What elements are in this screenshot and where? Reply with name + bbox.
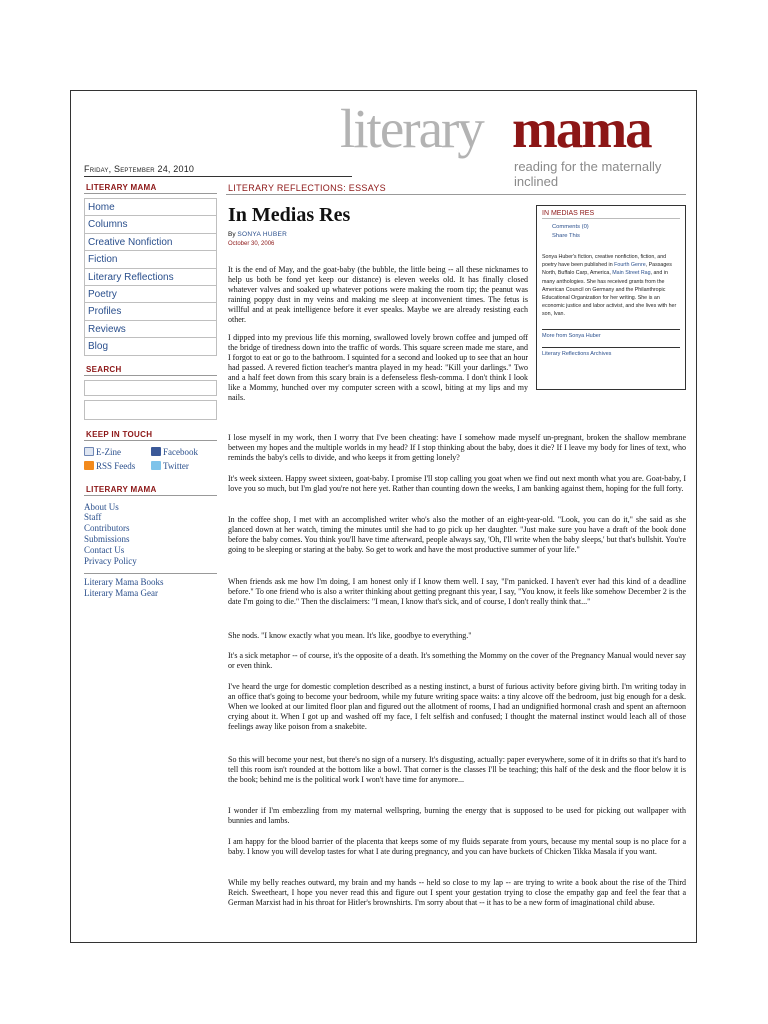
nav-item-fiction[interactable]: Fiction — [85, 250, 216, 267]
info-box-actions — [552, 223, 680, 241]
twitter-icon — [151, 461, 161, 470]
header-divider — [84, 176, 352, 177]
info-box-title: IN MEDIAS RES — [542, 210, 680, 219]
paragraph-13: While my belly reaches outward, my brain and my hands -- held so close to my lap -- are trying to write a book about the rise of the Third Reich. Sweetheart, I hope you never read this and figure out I spent your gestation trying to close the empathy gap and feel the fear that a German Marxist had in his throat for Hitler's brownshirts. I'm sorry about that -- it has to be a new form of imaginational child abuse. — [228, 878, 686, 907]
social-links — [84, 447, 217, 471]
logo-tagline: reading for the maternally inclined — [514, 159, 662, 189]
nav-item-home[interactable]: Home — [85, 198, 216, 215]
paragraph-10: So this will become your nest, but there's no sign of a nursery. It's disgusting, actually: paper everywhere, some of it in drifts so that it's hard to tell this room isn't rounded at the bottom like a bowl. That corner is the classes I'll be teaching; this half of the desk and the floor below it is the book; behind me is the political work I won't have time for anymore... — [228, 755, 686, 784]
search-input[interactable] — [84, 380, 217, 396]
logo-literary-text: literary — [340, 98, 483, 159]
article — [226, 183, 686, 907]
nav-item-literary-reflections[interactable]: Literary Reflections — [85, 268, 216, 285]
store-links — [84, 573, 217, 599]
paragraph-8: It's a sick metaphor -- of course, it's the opposite of a death. It's something the Mommy on the cover of the Pregnancy Manual would never say or even think. — [228, 651, 686, 670]
link-contact-us[interactable]: Contact Us — [84, 544, 125, 555]
nav-item-reviews[interactable]: Reviews — [85, 320, 216, 337]
search-submit-area[interactable] — [84, 400, 217, 420]
current-date: Friday, September 24, 2010 — [84, 164, 195, 174]
bio-text-3: , and in many anthologies. She has received grants from the American Council on Germany and the Philanthropic Educational Organization for her writing. She is an economic justice and labor activist, and she lives with her son, Ivan. — [542, 270, 677, 318]
link-about-us[interactable]: About Us — [84, 501, 119, 512]
paragraph-7: She nods. "I know exactly what you mean. It's like, goodbye to everything." — [228, 631, 472, 640]
twitter-label: Twitter — [163, 460, 189, 471]
facebook-label: Facebook — [163, 446, 198, 457]
sidebar-nav — [84, 198, 217, 356]
ezine-label: E-Zine — [96, 446, 121, 457]
article-title: In Medias Res — [228, 204, 351, 226]
paragraph-2: I dipped into my previous life this morning, swallowed lovely brown coffee and jumped off the bridge of tiredness down into the traffic of words. This square screen made me stare, and I forgot to eat or go to the bathroom. I squinted for a second and looked up to see that an hour had passed. A revered fiction teacher's mantra played in my head: "Kill your darlings." Two and a half feet down from this scary brain is a defenseless flesh-comma. I don't think I look like a Mommy, hunched over my computer screen with a scowl, biting at my lips and my nails. — [228, 333, 528, 402]
bio-link-fourth-genre[interactable]: Fourth Genre — [614, 262, 646, 269]
nav-item-columns[interactable]: Columns — [85, 215, 216, 232]
link-literary-mama-books[interactable]: Literary Mama Books — [84, 577, 164, 588]
rss-link[interactable] — [84, 461, 151, 471]
byline-prefix: By — [228, 231, 236, 238]
comments-link[interactable]: Comments (0) — [552, 224, 589, 230]
twitter-link[interactable] — [151, 461, 217, 471]
paragraph-5: In the coffee shop, I met with an accomplished writer who's also the mother of an eight-year-old. "Look, you can do it," she said as she glanced down at her watch, timing the minutes until she had to go pick up her daughter. "Just make sure you have a draft of the book done before the baby comes. You think you'll have time afterward, people always say, 'Oh, I'll write when the baby sleeps,' but that's bullshit. You're going to be sleeping or staring at the baby. So get to work and have the most productive summer of your life." — [228, 515, 686, 554]
paragraph-9: I've heard the urge for domestic completion described as a nesting instinct, a burst of furious activity before giving birth. I'm writing today in an office that's going to become your bedroom, while my future writing space waits: a tiny alcove off the bedroom, just big enough for a desk. When we looked at our limited floor plan and figured out the allotment of rooms, I had an undignified hormonal crash and spent an afternoon crying about it. When I got up and washed off my face, I felt selfish and confused; I thought the maternal instinct would leach all of those feelings away like poison from a snakebite. — [228, 682, 686, 731]
paragraph-11: I wonder if I'm embezzling from my maternal wellspring, burning the energy that is supposed to be used for picking out wallpaper with bunnies and lambs. — [228, 806, 686, 825]
author-bio — [542, 253, 680, 319]
paragraph-12: I am happy for the blood barrier of the placenta that keeps some of my fluids separate from yours, because my mental soup is no place for a baby. I know you will develop tastes for what I ate during pregnancy, and you can have buckets of Chicken Tikka Masala if you want. — [228, 837, 686, 856]
sidebar-title: LITERARY MAMA — [84, 183, 217, 194]
publish-date: October 30, 2006 — [228, 241, 275, 247]
link-submissions[interactable]: Submissions — [84, 533, 130, 544]
literary-mama-logo[interactable] — [340, 98, 680, 189]
bio-link-main-street-rag[interactable]: Main Street Rag — [612, 270, 651, 277]
nav-item-profiles[interactable]: Profiles — [85, 302, 216, 319]
search-heading: SEARCH — [84, 365, 217, 376]
logo-mama-text: mama — [512, 98, 651, 159]
ezine-link[interactable] — [84, 447, 151, 457]
link-contributors[interactable]: Contributors — [84, 523, 130, 534]
nav-item-poetry[interactable]: Poetry — [85, 285, 216, 302]
facebook-link[interactable] — [151, 447, 217, 457]
info-box-divider — [542, 329, 680, 330]
bio-text-1: Sonya Huber's fiction, creative nonfiction, fiction, and poetry have been published in — [542, 254, 667, 269]
rss-icon — [84, 461, 94, 470]
link-staff[interactable]: Staff — [84, 512, 102, 523]
sidebar — [84, 183, 217, 599]
archives-link[interactable]: Literary Reflections Archives — [542, 350, 612, 357]
article-info-box — [536, 205, 686, 390]
section-heading: LITERARY REFLECTIONS: ESSAYS — [226, 183, 686, 195]
nav-item-creative-nonfiction[interactable]: Creative Nonfiction — [85, 233, 216, 250]
author-link[interactable]: SONYA HUBER — [237, 231, 288, 238]
about-links — [84, 502, 217, 567]
nav-item-blog[interactable]: Blog — [85, 337, 216, 354]
share-link[interactable]: Share This — [552, 233, 580, 239]
paragraph-1: It is the end of May, and the goat-baby (the bubble, the little being -- all these nicknames to help us both be fond yet keep our distance) is eleven weeks old. It has finally closed whatever valves and soaked up whatever potions were making the room tip; the peanut was raining poppy dust in my veins and making me sleep at inconvenient times. The fetus is willful and at peak intelligence before it ever speaks. Maybe we are already resisting each other. — [228, 265, 528, 324]
envelope-icon — [84, 447, 94, 456]
facebook-icon — [151, 447, 161, 456]
info-box-divider-2 — [542, 347, 680, 348]
link-privacy-policy[interactable]: Privacy Policy — [84, 555, 137, 566]
rss-label: RSS Feeds — [96, 460, 136, 471]
paragraph-4: It's week sixteen. Happy sweet sixteen, goat-baby. I promise I'll stop calling you goat when we find out next month what you are. Goat-baby, I love you so much, but I'm glad you're not here yet. Rather than counting down the weeks, I am banking against them, hoping for the full forty. — [228, 474, 686, 493]
paragraph-6: When friends ask me how I'm doing, I am honest only if I know them well. I say, "I'm panicked. I haven't ever had this kind of a deadline before." To one friend who is also a writer thinking about getting pregnant this year, I say, "You know, it feels like somehow December 2 is the date I'm going to die." Then the disclaimers: "I mean, I know that's sick, and of course, I don't really think that..." — [228, 577, 686, 606]
literary-mama-links-heading: LITERARY MAMA — [84, 485, 217, 496]
page-frame — [70, 90, 697, 943]
more-from-author-link[interactable]: More from Sonya Huber — [542, 332, 601, 339]
keep-in-touch-heading: KEEP IN TOUCH — [84, 430, 217, 441]
bio-text-2: , Passages North, Buffalo Carp, America, — [542, 262, 672, 277]
link-literary-mama-gear[interactable]: Literary Mama Gear — [84, 588, 158, 599]
paragraph-3: I lose myself in my work, then I worry that I've been cheating: have I somehow made myself un-pregnant, broken the shallow membrane between my hopes and the multiple worlds in my head? If I stop thinking about the baby, does it die? If I leave my body for lines of text, who reminds the baby's cells to divide, and who keeps it from getting lonely? — [228, 433, 686, 462]
